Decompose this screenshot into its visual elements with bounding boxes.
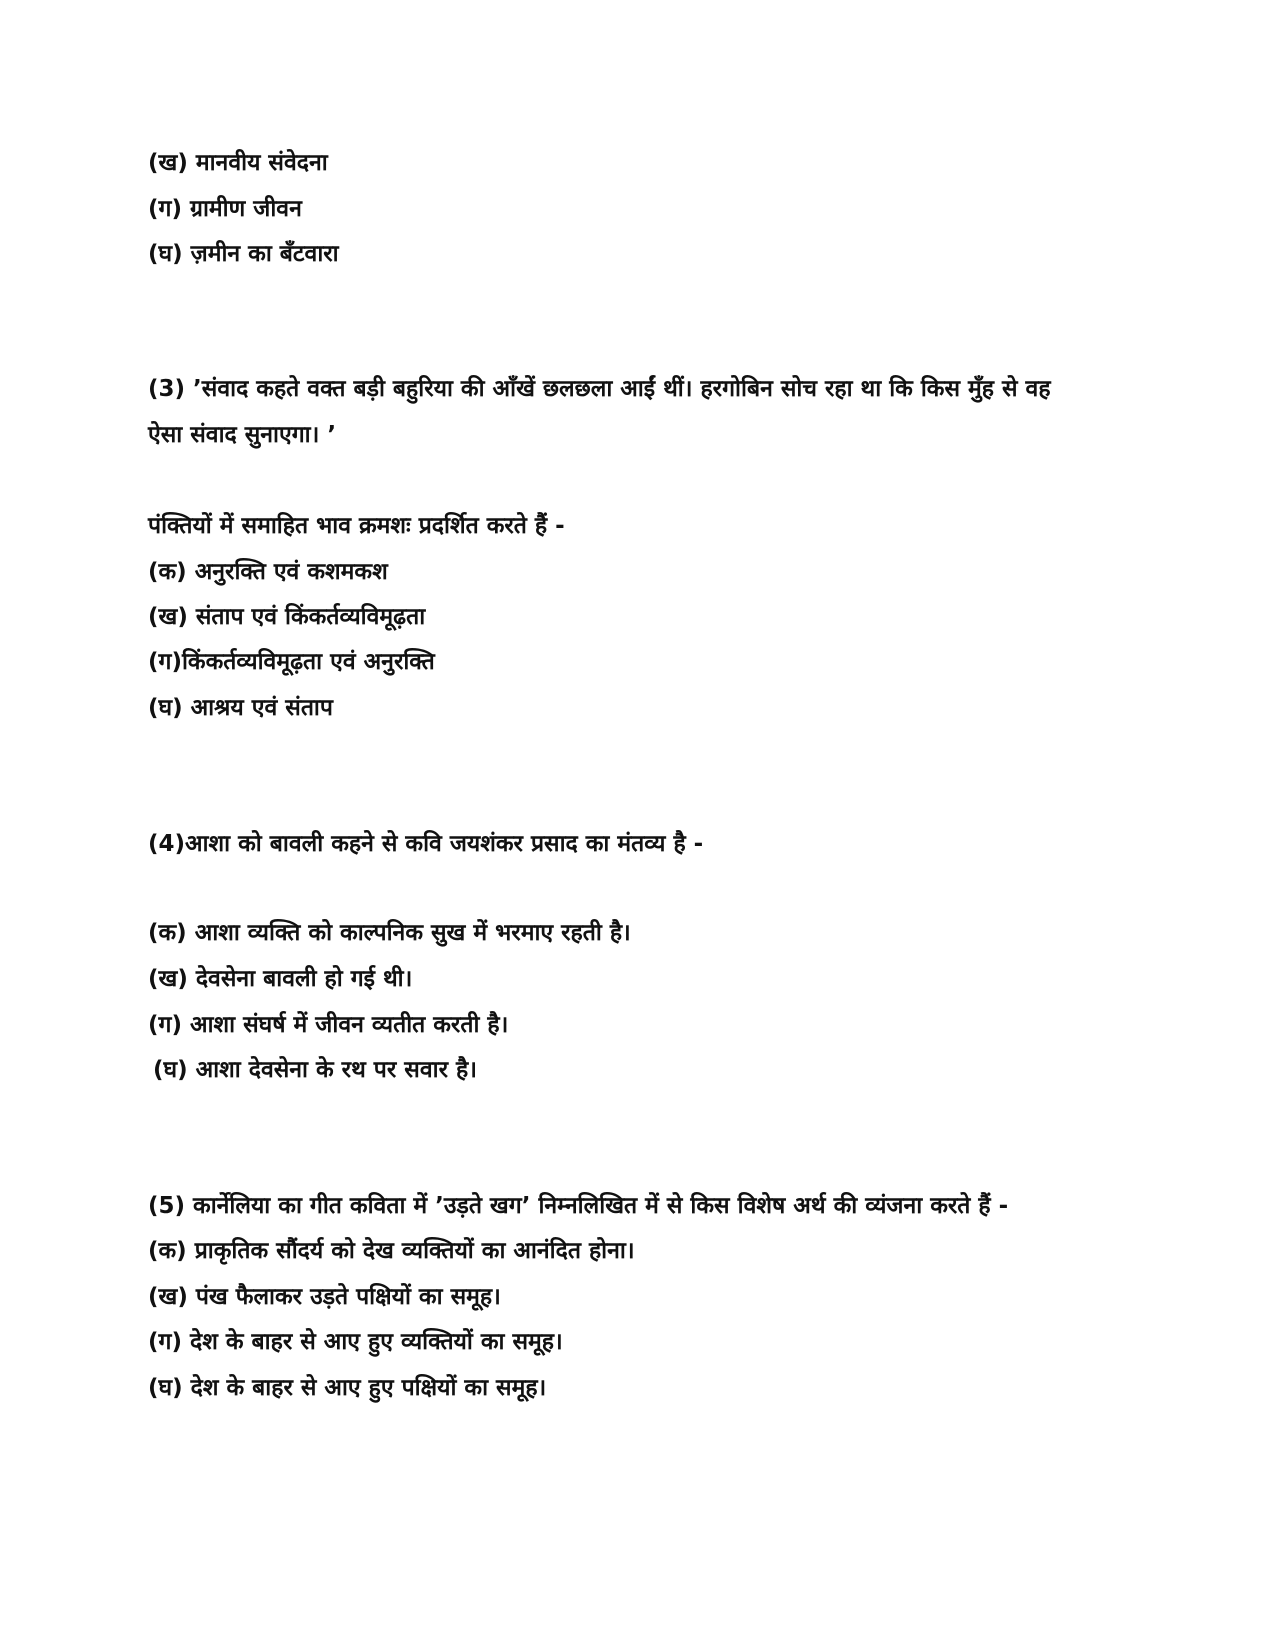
q4-question: (4)आशा को बावली कहने से कवि जयशंकर प्रसाद का मंतव्य है - xyxy=(148,831,704,857)
q3-option-ka: (क) अनुरक्ति एवं कशमकश xyxy=(148,559,388,585)
q3-option-kha: (ख) संताप एवं किंकर्तव्यविमूढ़ता xyxy=(148,604,426,630)
q5-option-ga: (ग) देश के बाहर से आए हुए व्यक्तियों का समूह। xyxy=(148,1329,563,1355)
q3-option-ga: (ग)किंकर्तव्यविमूढ़ता एवं अनुरक्ति xyxy=(148,649,435,675)
q3-passage-line-2: ऐसा संवाद सुनाएगा। ’ xyxy=(148,422,337,448)
q2-option-gha: (घ) ज़मीन का बँटवारा xyxy=(148,241,339,267)
q3-option-gha: (घ) आश्रय एवं संताप xyxy=(148,695,333,721)
q4-option-ka: (क) आशा व्यक्ति को काल्पनिक सुख में भरमाए रहती है। xyxy=(148,920,631,946)
q2-option-ga: (ग) ग्रामीण जीवन xyxy=(148,196,302,222)
q5-option-gha: (घ) देश के बाहर से आए हुए पक्षियों का समूह। xyxy=(148,1375,547,1401)
q4-option-ga: (ग) आशा संघर्ष में जीवन व्यतीत करती है। xyxy=(148,1012,509,1038)
q4-option-kha: (ख) देवसेना बावली हो गई थी। xyxy=(148,966,413,992)
q2-option-kha: (ख) मानवीय संवेदना xyxy=(148,150,328,176)
q3-passage-line-1: (3) ’संवाद कहते वक्त बड़ी बहुरिया की आँखें छलछला आईं थीं। हरगोबिन सोच रहा था कि किस मुँह से वह xyxy=(148,376,1051,402)
q4-option-gha: (घ) आशा देवसेना के रथ पर सवार है। xyxy=(153,1057,477,1083)
q5-option-kha: (ख) पंख फैलाकर उड़ते पक्षियों का समूह। xyxy=(148,1284,501,1310)
q5-question: (5) कार्नेलिया का गीत कविता में ’उड़ते खग’ निम्नलिखित में से किस विशेष अर्थ की व्यंजना करते हैं - xyxy=(148,1193,1009,1219)
q5-option-ka: (क) प्राकृतिक सौंदर्य को देख व्यक्तियों का आनंदित होना। xyxy=(148,1238,635,1264)
q3-question: पंक्तियों में समाहित भाव क्रमशः प्रदर्शित करते हैं - xyxy=(148,513,565,539)
